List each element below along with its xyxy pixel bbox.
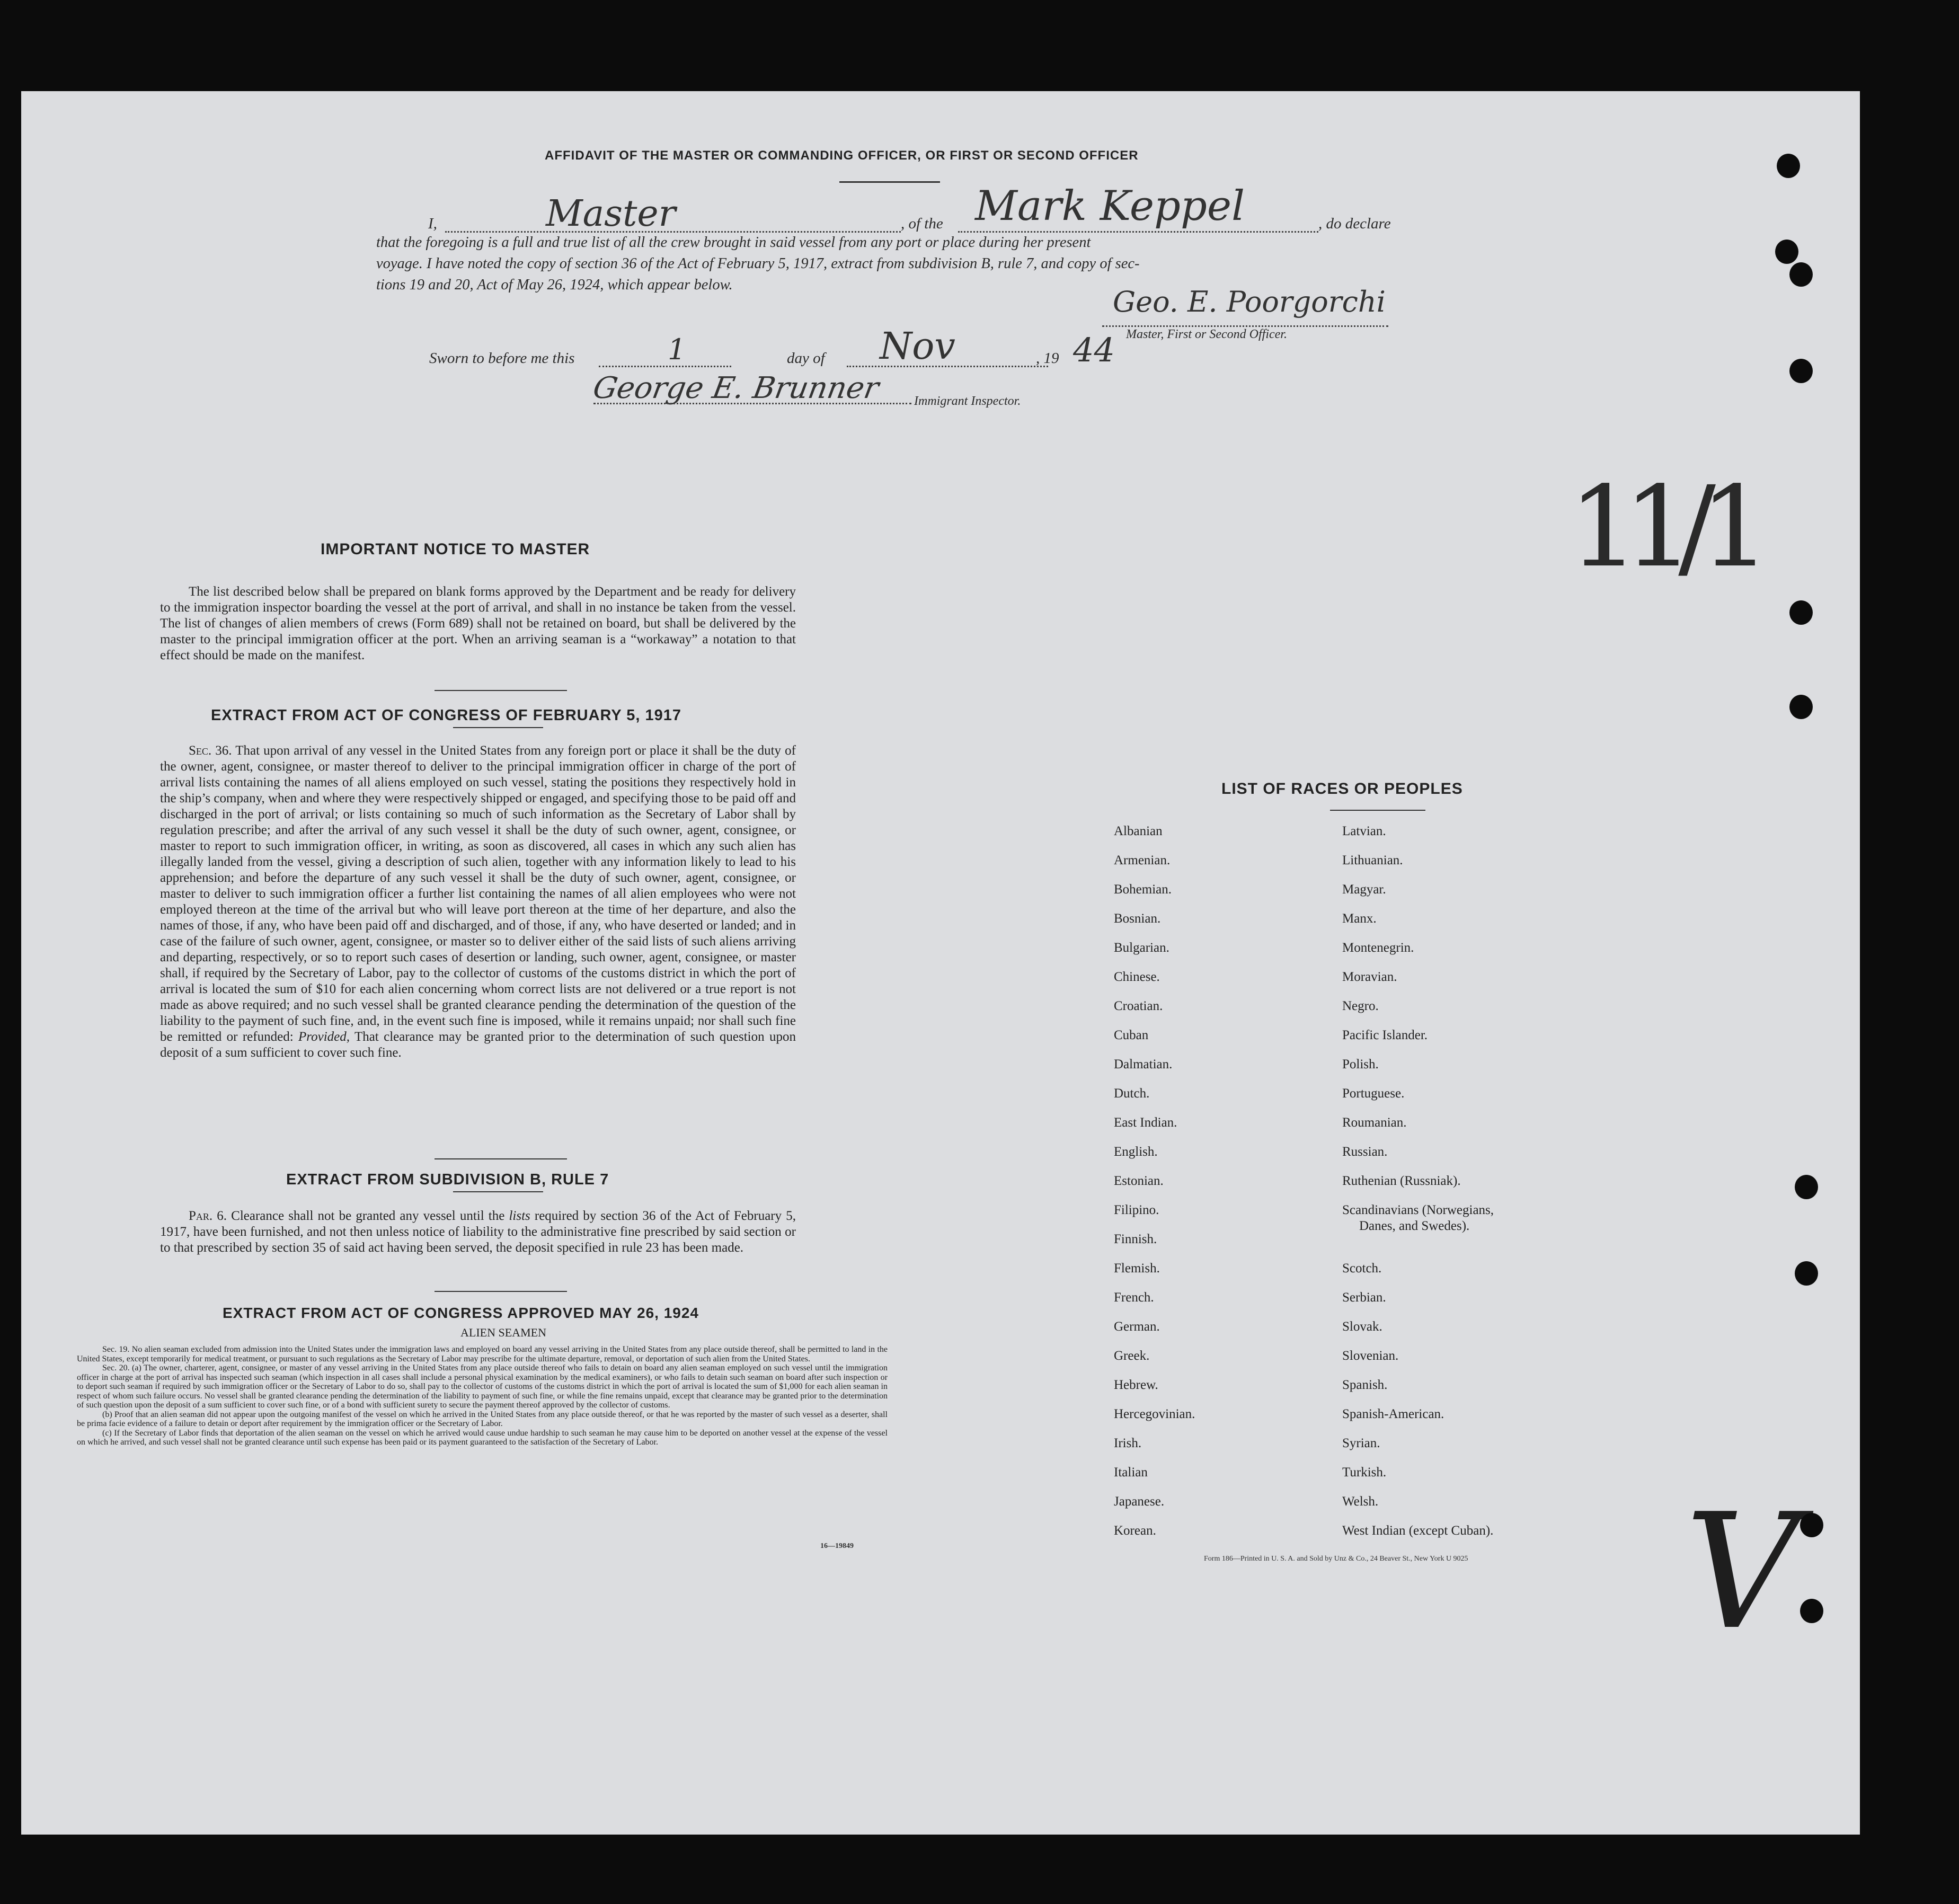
race-item: Roumanian. [1342,1115,1407,1130]
notice-rule [435,690,567,691]
race-item: Lithuanian. [1342,853,1403,867]
race-item: Moravian. [1342,970,1397,984]
extract-1924-title: EXTRACT FROM ACT OF CONGRESS APPROVED MAY 26, 1924 [223,1305,699,1321]
check-mark: V [1685,1480,1800,1664]
rule7-title: EXTRACT FROM SUBDIVISION B, RULE 7 [286,1171,609,1188]
race-item: Syrian. [1342,1436,1380,1450]
officer-signature: Geo. E. Poorgorchi [1113,285,1386,318]
race-item: Japanese. [1114,1494,1165,1509]
provided-word: Provided, [298,1030,350,1044]
rule7-body [160,1208,796,1256]
punch-hole [1789,262,1813,287]
vessel-name-handwritten: Mark Keppel [975,182,1245,230]
extract-1917-body [160,743,796,1061]
punch-hole [1775,240,1798,264]
race-item: Latvian. [1342,824,1386,838]
affidavit-line-3: voyage. I have noted the copy of section 36 of the Act of February 5, 1917, extract from subdivision B, rule 7, and copy of sec- [376,255,1140,272]
section-36-tail: That clearance may be granted prior to the determination of such question upon deposit of a sum sufficient to cover such fine. [160,1030,796,1060]
affidavit-title: AFFIDAVIT OF THE MASTER OR COMMANDING OFFICER, OR FIRST OR SECOND OFFICER [545,148,1139,163]
race-item: German. [1114,1319,1160,1334]
affidavit-line-2: that the foregoing is a full and true list of all the crew brought in said vessel from any port or place during her present [376,234,1091,251]
paragraph-6-label: Par. 6. [189,1209,227,1223]
race-item: Montenegrin. [1342,941,1414,955]
form-footer: Form 186—Printed in U. S. A. and Sold by Unz & Co., 24 Beaver St., New York U 9025 [1204,1555,1468,1563]
affidavit-title-rule [839,181,940,183]
race-item: Bulgarian. [1114,941,1169,955]
race-item: Welsh. [1342,1494,1379,1509]
race-item: Filipino. [1114,1203,1159,1217]
race-item: Armenian. [1114,853,1171,867]
race-item: Scotch. [1342,1261,1382,1276]
race-item: Flemish. [1114,1261,1160,1276]
races-title: LIST OF RACES OR PEOPLES [1221,780,1463,798]
affidavit-i: I, [428,215,437,232]
section-36-text: That upon arrival of any vessel in the United States from any foreign port or place it shall be the duty of the owner, agent, consignee, or master thereof to deliver to the principal immigration officer in charge of the port of arrival lists containing the names of all aliens employed on such vessel, stating the positions they respectively hold in the ship’s company, when and where they were respectively shipped or engaged, and specifying those to be paid off and discharged in the port of arrival; or lists containing so much of such information as the Secretary of Labor shall by regulation prescribe; and after the arrival of any such vessel it shall be the duty of such owner, agent, consignee, or master to report to such immigration officer, in writing, as soon as discovered, all cases in which any such alien has illegally landed from the vessel, giving a description of such alien, together with any information likely to lead to his apprehension; and before the departure of any such vessel it shall be the duty of such owner, agent, consignee, or master to deliver to such immigration officer a further list containing the names of all alien employees who were not employed thereon at the time of the arrival but who will leave port thereon at the time of her departure, and also the names of those, if any, who have been paid off and discharged, and of those, if any, who have deserted or landed; and in case of the failure of such owner, agent, consignee, or master so to deliver either of the said lists of such aliens arriving and departing, respectively, or so to report such cases of desertion or landing, such owner, agent, consignee, or master shall, if required by the Secretary of Labor, pay to the collector of customs of the customs district in which the port of arrival is located the sum of $10 for each alien concerning whom correct lists are not delivered or a true report is not made as above required; and no such vessel shall be granted clearance pending the determination of the question of the liability to the payment of such fine, and, in the event such fine is imposed, while it remains unpaid; nor shall such fine be remitted or refunded: [160,743,796,1044]
section-20c-text: (c) If the Secretary of Labor finds that deportation of the alien seaman on the vessel on which he arrived would cause undue hardship to such seaman he may cause him to be deported on another vessel at the expense of the vessel on which he arrived, and such vessel shall not be granted clearance until such expense has been paid or its payment guaranteed to the satisfaction of the Secretary of Labor. [77,1428,888,1447]
punch-hole [1789,600,1813,625]
rule7-text-a: Clearance shall not be granted any vessel until the [231,1209,505,1223]
race-item: Danes, and Swedes). [1359,1219,1470,1233]
inspector-signature-line [593,403,911,404]
race-item: Croatian. [1114,999,1163,1013]
affidavit-do-declare: , do declare [1318,215,1391,232]
race-item: Slovenian. [1342,1349,1399,1363]
extract-1924-subtitle: ALIEN SEAMEN [460,1326,546,1339]
affidavit-of-the: , of the [901,215,943,232]
race-item: Turkish. [1342,1465,1387,1480]
race-item: Spanish-American. [1342,1407,1444,1421]
race-item: Finnish. [1114,1232,1157,1246]
race-item: Bosnian. [1114,911,1161,926]
year-prefix: , 19 [1036,350,1059,367]
race-item: Manx. [1342,911,1377,926]
rule7-end-rule [435,1291,567,1292]
punch-hole [1789,695,1813,719]
race-item: East Indian. [1114,1115,1177,1130]
punch-hole [1800,1513,1823,1537]
officer-signature-line [1102,325,1388,327]
race-item: Dutch. [1114,1086,1150,1101]
race-item: Dalmatian. [1114,1057,1173,1071]
race-item: Cuban [1114,1028,1149,1042]
vessel-name-field [958,231,1318,233]
extract-1917-end-rule [435,1158,567,1159]
race-item: English. [1114,1145,1158,1159]
punch-hole [1789,359,1813,383]
race-item: Hercegovinian. [1114,1407,1195,1421]
punch-hole [1800,1599,1823,1623]
punch-hole [1777,154,1800,178]
punch-hole [1795,1175,1818,1199]
races-rule [1330,810,1425,811]
section-20a-text: Sec. 20. (a) The owner, charterer, agent, consignee, or master of any vessel arriving in the United States from any place outside thereof who fails to detain on board any alien seaman employed on such vessel until the immigration officer in charge at the port of arrival has inspected such seaman (which inspection in all cases shall include a personal physical examination by the medical examiners), or who fails to detain such seaman on board after such inspection or to deport such seaman if required by such immigration officer or the Secretary of Labor to do so, shall pay to the collector of customs of the customs district in which the port of arrival is located the sum of $1,000 for each alien seaman in respect of whom such failure occurs. No vessel shall be granted clearance pending the determination of the liability to payment of such fine, or while the fine remains unpaid, except that clearance may be granted prior to the determination of such question upon the deposit of a sum sufficient to cover such fine, or of a bond with sufficient surety to secure the payment thereof approved by the collector of customs. [77,1363,888,1410]
sworn-month: Nov [880,324,955,368]
race-item: West Indian (except Cuban). [1342,1524,1494,1538]
race-item: Italian [1114,1465,1148,1480]
race-item: Pacific Islander. [1342,1028,1428,1042]
rule7-text-b: required by section 36 of the Act of February 5, 1917, have been furnished, and not then unless notice of liability to the administrative fine prescribed by said section or to that prescribed by section 35 of said act having been served, the deposit specified in rule 23 has been made. [160,1209,796,1255]
master-name-handwritten: Master [546,193,676,235]
race-item: Serbian. [1342,1290,1386,1305]
lists-word: lists [509,1209,530,1223]
race-item: Hebrew. [1114,1378,1158,1392]
day-of-label: day of [787,350,825,367]
race-item: French. [1114,1290,1154,1305]
sworn-day: 1 [668,333,686,366]
officer-caption: Master, First or Second Officer. [1126,327,1287,341]
race-item: Portuguese. [1342,1086,1405,1101]
section-36-label: Sec. 36. [189,743,232,758]
extract-1917-rule [453,727,543,728]
race-item: Greek. [1114,1349,1150,1363]
race-item: Korean. [1114,1524,1156,1538]
notice-title: IMPORTANT NOTICE TO MASTER [321,541,590,558]
extract-1924-sections [77,1345,888,1447]
extract-1917-title: EXTRACT FROM ACT OF CONGRESS OF FEBRUARY 5, 1917 [211,707,682,724]
notice-body: The list described below shall be prepared on blank forms approved by the Department and be ready for delivery to the immigration inspector boarding the vessel at the port of arrival, and shall in no instance be taken from the vessel. The list of changes of alien members of crews (Form 689) shall not be retained on board, but shall be delivered by the master to the principal immigration officer at the port. When an arriving seaman is a “workaway” a notation to that effect should be made on the manifest. [160,585,796,662]
punch-hole [1795,1261,1818,1286]
sworn-prefix: Sworn to before me this [429,350,575,367]
sworn-year: 44 [1073,331,1115,369]
form-code: 16—19849 [820,1542,854,1550]
section-19-text: Sec. 19. No alien seaman excluded from admission into the United States under the immigration laws and employed on board any vessel arriving in the United States from any place outside thereof, shall be permitted to land in the United States, except temporarily for medical treatment, or pursuant to such regulations as the Secretary of Labor may prescribe for the ultimate departure, removal, or deportation of such alien from the United States. [77,1345,888,1363]
race-item: Irish. [1114,1436,1142,1450]
section-20b-text: (b) Proof that an alien seaman did not appear upon the outgoing manifest of the vessel on which he arrived in the United States from any place outside thereof, or that he was reported by the master of such vessel as a deserter, shall be prima facie evidence of a failure to detain or deport after requirement by the immigration officer or the Secretary of Labor. [77,1410,888,1428]
rule7-rule [453,1191,543,1192]
race-item: Albanian [1114,824,1163,838]
inspector-signature: George E. Brunner [590,371,882,405]
race-item: Ruthenian (Russniak). [1342,1174,1461,1188]
race-item: Russian. [1342,1145,1388,1159]
race-item: Magyar. [1342,882,1386,897]
document-page [21,91,1860,1835]
affidavit-line-4: tions 19 and 20, Act of May 26, 1924, which appear below. [376,277,733,293]
race-item: Scandinavians (Norwegians, [1342,1203,1494,1217]
race-item: Slovak. [1342,1319,1382,1334]
sworn-day-field [599,366,731,367]
race-item: Chinese. [1114,970,1160,984]
race-item: Negro. [1342,999,1379,1013]
race-item: Spanish. [1342,1378,1388,1392]
race-item: Bohemian. [1114,882,1172,897]
race-item: Polish. [1342,1057,1379,1071]
inspector-caption: Immigrant Inspector. [914,394,1021,408]
tally-mark: 11/1 [1568,462,1755,592]
race-item: Estonian. [1114,1174,1164,1188]
